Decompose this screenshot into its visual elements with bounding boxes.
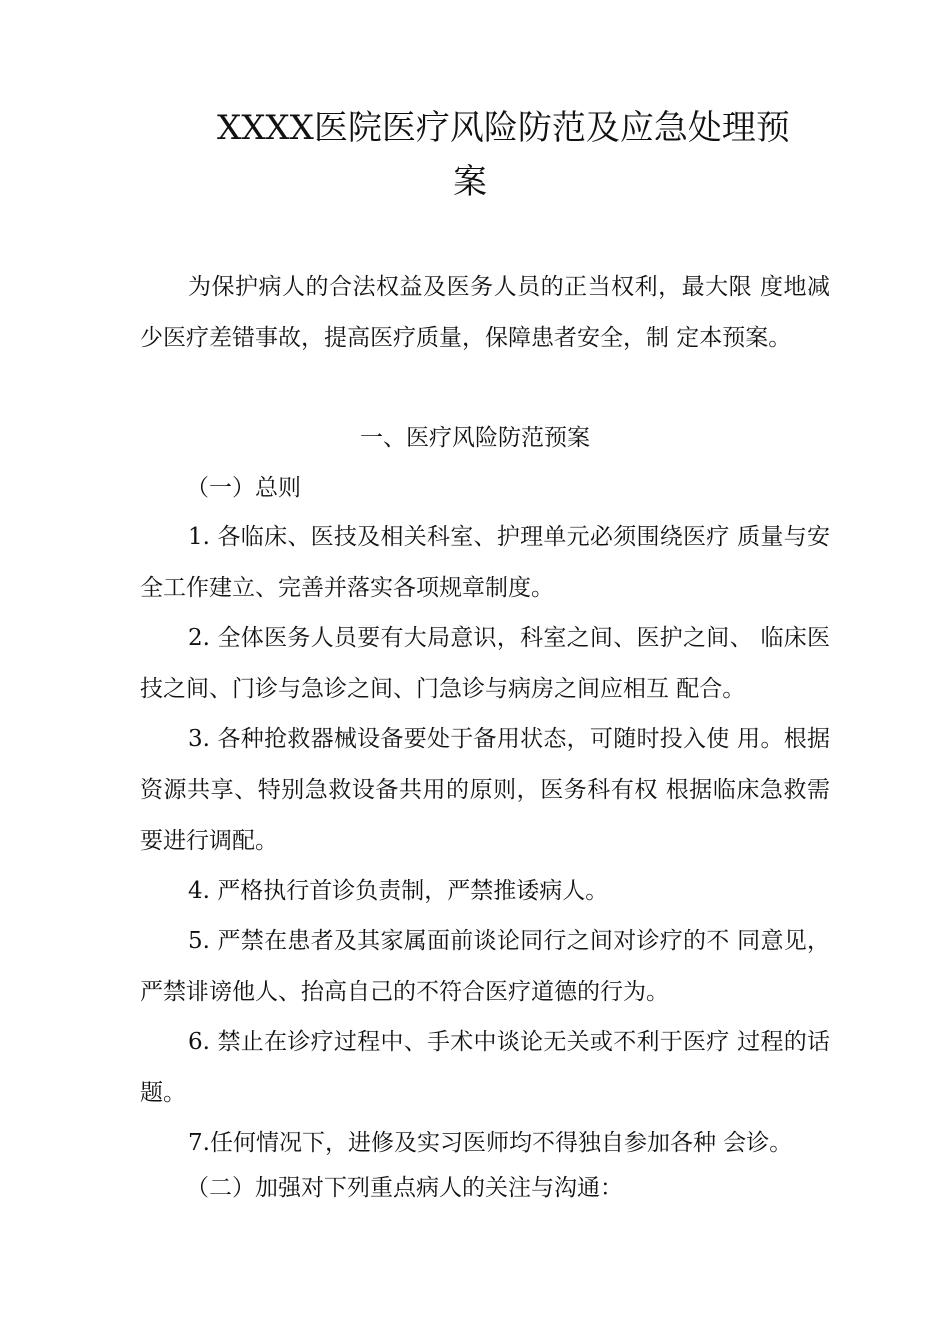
list-item: 4. 严格执行首诊负责制，严禁推诿病人。	[188, 878, 609, 904]
list-item: 7.任何情况下，进修及实习医师均不得独自参加各种 会诊。	[188, 1130, 793, 1156]
list-item: 1. 各临床、医技及相关科室、护理单元必须围绕医疗 质量与安全工作建立、完善并落实各项规章制度。	[140, 524, 830, 601]
list-item: 6. 禁止在诊疗过程中、手术中谈论无关或不利于医疗 过程的话题。	[140, 1029, 830, 1106]
document-title: XXXX医院医疗风险防范及应急处理预	[217, 108, 790, 148]
subsection-heading: （一）总则	[186, 475, 301, 501]
list-item: 3. 各种抢救器械设备要处于备用状态，可随时投入使 用。根据资源共享、特别急救设备共用的原则，医务科有权 根据临床急救需要进行调配。	[140, 726, 830, 854]
list-item: 5. 严禁在患者及其家属面前谈论同行之间对诊疗的不 同意见，严禁诽谤他人、抬高自己的不符合医疗道德的行为。	[140, 928, 830, 1005]
intro-paragraph: 为保护病人的合法权益及医务人员的正当权利，最大限 度地减少医疗差错事故，提高医疗质量，保障患者安全，制 定本预案。	[140, 274, 830, 351]
subsection-heading: （二）加强对下列重点病人的关注与沟通：	[186, 1175, 623, 1201]
document-title-continued: 案	[453, 162, 487, 202]
section-heading: 一、医疗风险防范预案	[360, 425, 590, 451]
list-item: 2. 全体医务人员要有大局意识，科室之间、医护之间、 临床医技之间、门诊与急诊之间、门急诊与病房之间应相互 配合。	[140, 625, 830, 702]
